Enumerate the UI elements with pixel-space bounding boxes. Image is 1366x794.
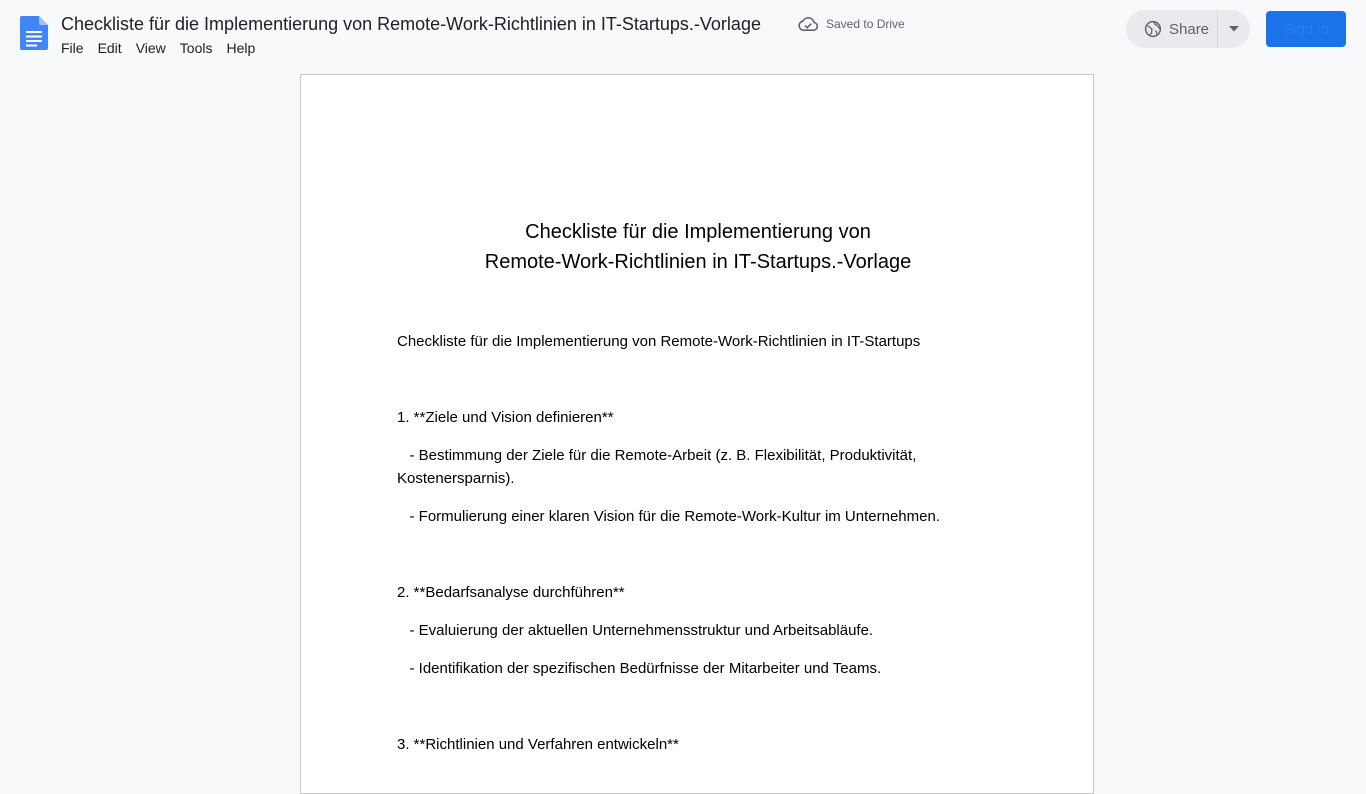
document-page[interactable] bbox=[300, 74, 1094, 794]
paragraph-item-2: 2. **Bedarfsanalyse durchführen** bbox=[397, 584, 625, 601]
paragraph-item-3: 3. **Richtlinien und Verfahren entwickeln** bbox=[397, 736, 679, 753]
document-title[interactable]: Checkliste für die Implementierung von Remote-Work-Richtlinien in IT-Startups.-Vorlage bbox=[61, 14, 761, 34]
paragraph-item-1a: - Bestimmung der Ziele für die Remote-Arbeit (z. B. Flexibilität, Produktivität, Kostenersparnis). bbox=[397, 447, 921, 487]
menu-bar bbox=[54, 36, 262, 60]
menu-view[interactable]: View bbox=[135, 40, 166, 56]
share-button[interactable] bbox=[1126, 10, 1218, 48]
share-label: Share bbox=[1169, 20, 1210, 38]
sign-in-button[interactable] bbox=[1266, 11, 1346, 47]
top-bar bbox=[0, 0, 1366, 64]
share-button-group bbox=[1126, 10, 1250, 48]
document-heading bbox=[301, 217, 1095, 277]
menu-tools[interactable]: Tools bbox=[179, 40, 213, 56]
save-status-label: Saved to Drive bbox=[826, 17, 905, 31]
sign-in-label: Sign in bbox=[1283, 20, 1329, 38]
docs-icon[interactable] bbox=[20, 16, 48, 50]
caret-down-icon bbox=[1229, 26, 1239, 32]
menu-file[interactable]: File bbox=[61, 40, 84, 56]
paragraph-item-2b: - Identifikation der spezifischen Bedürfnisse der Mitarbeiter und Teams. bbox=[397, 660, 882, 677]
save-status[interactable] bbox=[798, 15, 905, 33]
share-options-button[interactable] bbox=[1218, 10, 1250, 48]
heading-line-2: Remote-Work-Richtlinien in IT-Startups.-Vorlage bbox=[484, 251, 912, 273]
heading-line-1: Checkliste für die Implementierung von bbox=[525, 221, 871, 243]
paragraph-intro: Checkliste für die Implementierung von Remote-Work-Richtlinien in IT-Startups bbox=[397, 333, 921, 350]
paragraph-item-1b: - Formulierung einer klaren Vision für die Remote-Work-Kultur im Unternehmen. bbox=[397, 508, 940, 525]
globe-icon bbox=[1144, 20, 1162, 38]
cloud-done-icon bbox=[798, 15, 818, 33]
menu-help[interactable]: Help bbox=[226, 40, 256, 56]
paragraph-item-2a: - Evaluierung der aktuellen Unternehmensstruktur und Arbeitsabläufe. bbox=[397, 622, 874, 639]
menu-edit[interactable]: Edit bbox=[97, 40, 122, 56]
paragraph-item-1: 1. **Ziele und Vision definieren** bbox=[397, 409, 614, 426]
